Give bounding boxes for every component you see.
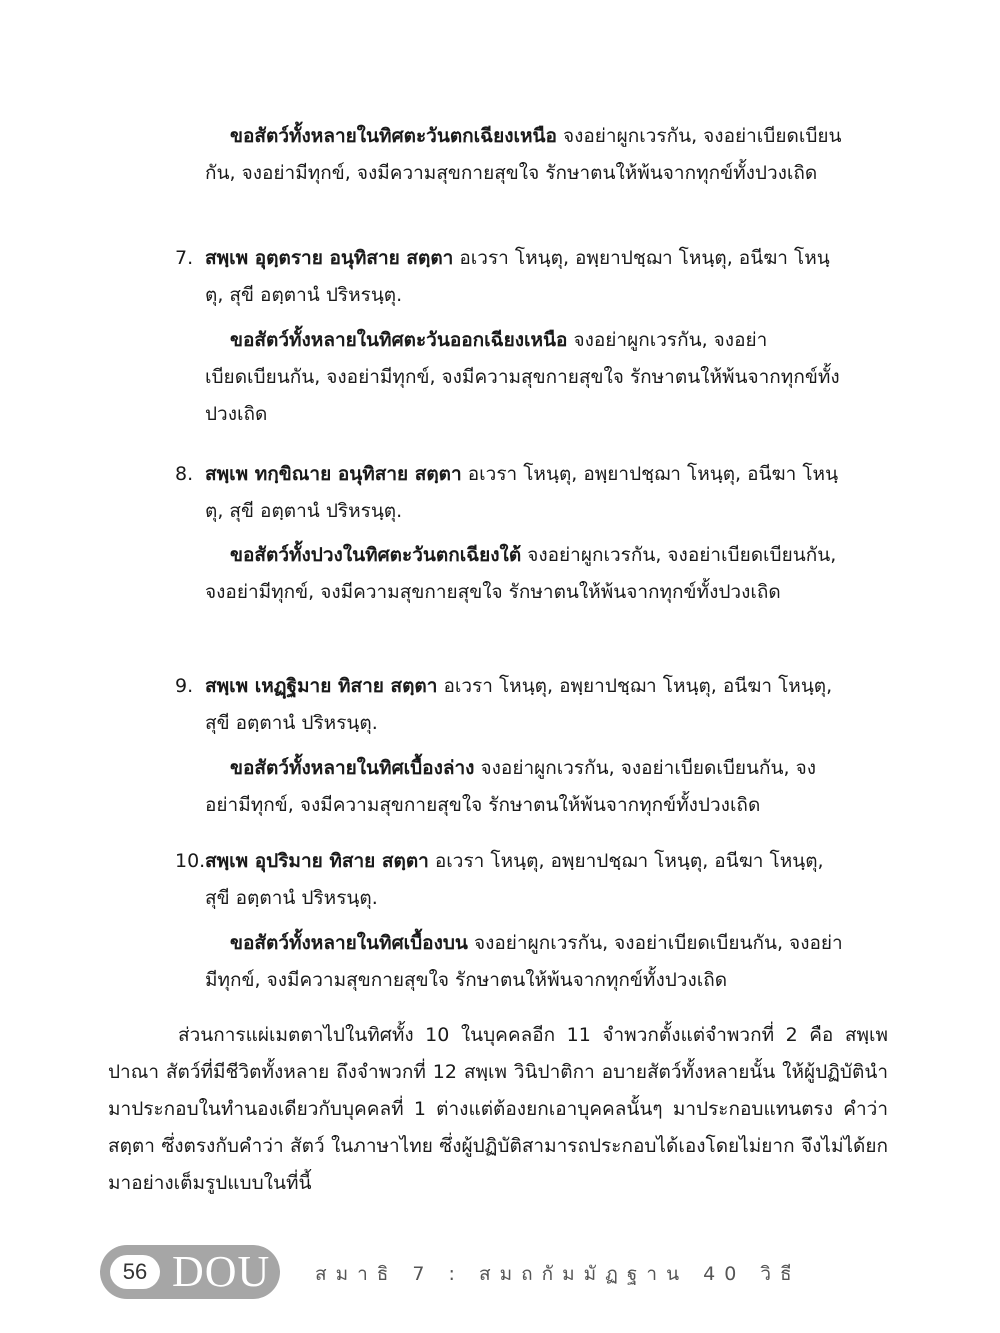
- item-8-wish: [205, 537, 845, 611]
- item-10-pali-heading: สพฺเพ อุปริมาย ทิสาย สตฺตา: [205, 850, 429, 872]
- item-8-pali: [175, 456, 845, 530]
- item-10-wish-text: จงอย่าผูกเวรกัน, จงอย่าเบียดเบียนกัน, จงอย่ามีทุกข์, จงมีความสุขกายสุขใจ รักษาตนให้พ้นจากทุกข์ทั้งปวงเถิด: [205, 932, 843, 991]
- nw-wish-paragraph: [205, 118, 845, 192]
- item-10-pali-text: อเวรา โหนฺตุ, อพฺยาปชฺฌา โหนฺตุ, อนีฆา โหนฺตุ, สุขี อตฺตานํ ปริหรนฺตุ.: [205, 850, 824, 909]
- item-9-pali: [175, 668, 845, 742]
- item-10-wish-heading: ขอสัตว์ทั้งหลายในทิศเบื้องบน: [230, 932, 468, 954]
- item-7-pali-text: อเวรา โหนฺตุ, อพฺยาปชฺฌา โหนฺตุ, อนีฆา โหนฺตุ, สุขี อตฺตานํ ปริหรนฺตุ.: [205, 247, 830, 306]
- item-9-number: 9.: [175, 675, 194, 697]
- item-7-wish-heading: ขอสัตว์ทั้งหลายในทิศตะวันออกเฉียงเหนือ: [230, 329, 568, 351]
- item-9-wish-text: จงอย่าผูกเวรกัน, จงอย่าเบียดเบียนกัน, จงอย่ามีทุกข์, จงมีความสุขกายสุขใจ รักษาตนให้พ้นจากทุกข์ทั้งปวงเถิด: [205, 757, 817, 816]
- page-footer: [100, 1245, 900, 1301]
- item-10-pali: [175, 843, 845, 917]
- item-7-pali: [175, 240, 845, 314]
- item-8-wish-heading: ขอสัตว์ทั้งปวงในทิศตะวันตกเฉียงใต้: [230, 544, 522, 566]
- item-10-number: 10.: [175, 850, 206, 872]
- item-7-number: 7.: [175, 247, 194, 269]
- body-paragraph: ส่วนการแผ่เมตตาไปในทิศทั้ง 10 ในบุคคลอีก 11 จำพวกตั้งแต่จำพวกที่ 2 คือ สพฺเพปาณา สัตว์ที่มีชีวิตทั้งหลาย ถึงจำพวกที่ 12 สพฺเพ วินิปาติกา อบายสัตว์ทั้งหลายนั้น ให้ผู้ปฏิบัตินำมาประกอบในทำนองเดียวกับบุคคลที่ 1 ต่างแต่ต้องยกเอาบุคคลนั้นๆ มาประกอบแทนตรง คำว่า สตฺตา ซึ่งตรงกับคำว่า สัตว์ ในภาษาไทย ซึ่งผู้ปฏิบัติสามารถประกอบได้เองโดยไม่ยาก จึงไม่ได้ยกมาอย่างเต็มรูปแบบในที่นี้: [108, 1024, 888, 1194]
- item-9-wish-heading: ขอสัตว์ทั้งหลายในทิศเบื้องล่าง: [230, 757, 475, 779]
- item-9-wish: [205, 750, 845, 824]
- item-7-pali-heading: สพฺเพ อุตฺตราย อนุทิสาย สตฺตา: [205, 247, 454, 269]
- item-9-pali-heading: สพฺเพ เหฏฺฐิมาย ทิสาย สตฺตา: [205, 675, 438, 697]
- dou-logo-text: DOU: [172, 1247, 271, 1296]
- item-8-pali-heading: สพฺเพ ทกฺขิณาย อนุทิสาย สตฺตา: [205, 463, 462, 485]
- item-7-wish-text: จงอย่าผูกเวรกัน, จงอย่าเบียดเบียนกัน, จงอย่ามีทุกข์, จงมีความสุขกายสุขใจ รักษาตนให้พ้นจากทุกข์ทั้งปวงเถิด: [205, 329, 840, 425]
- item-10-wish: [205, 925, 845, 999]
- item-8-pali-text: อเวรา โหนฺตุ, อพฺยาปชฺฌา โหนฺตุ, อนีฆา โหนฺตุ, สุขี อตฺตานํ ปริหรนฺตุ.: [205, 463, 839, 522]
- item-8-wish-text: จงอย่าผูกเวรกัน, จงอย่าเบียดเบียนกัน, จงอย่ามีทุกข์, จงมีความสุขกายสุขใจ รักษาตนให้พ้นจากทุกข์ทั้งปวงเถิด: [205, 544, 837, 603]
- dou-badge: [100, 1245, 280, 1299]
- page-number: 56: [110, 1255, 160, 1289]
- item-9-pali-text: อเวรา โหนฺตุ, อพฺยาปชฺฌา โหนฺตุ, อนีฆา โหนฺตุ, สุขี อตฺตานํ ปริหรนฺตุ.: [205, 675, 833, 734]
- nw-wish-text: จงอย่าผูกเวรกัน, จงอย่าเบียดเบียนกัน, จงอย่ามีทุกข์, จงมีความสุขกายสุขใจ รักษาตนให้พ้นจากทุกข์ทั้งปวงเถิด: [205, 125, 842, 184]
- item-8-number: 8.: [175, 463, 194, 485]
- item-7-wish: [205, 322, 845, 433]
- footer-book-title: สมาธิ 7 : สมถกัมมัฏฐาน 40 วิธี: [315, 1263, 801, 1285]
- nw-wish-heading: ขอสัตว์ทั้งหลายในทิศตะวันตกเฉียงเหนือ: [230, 125, 557, 147]
